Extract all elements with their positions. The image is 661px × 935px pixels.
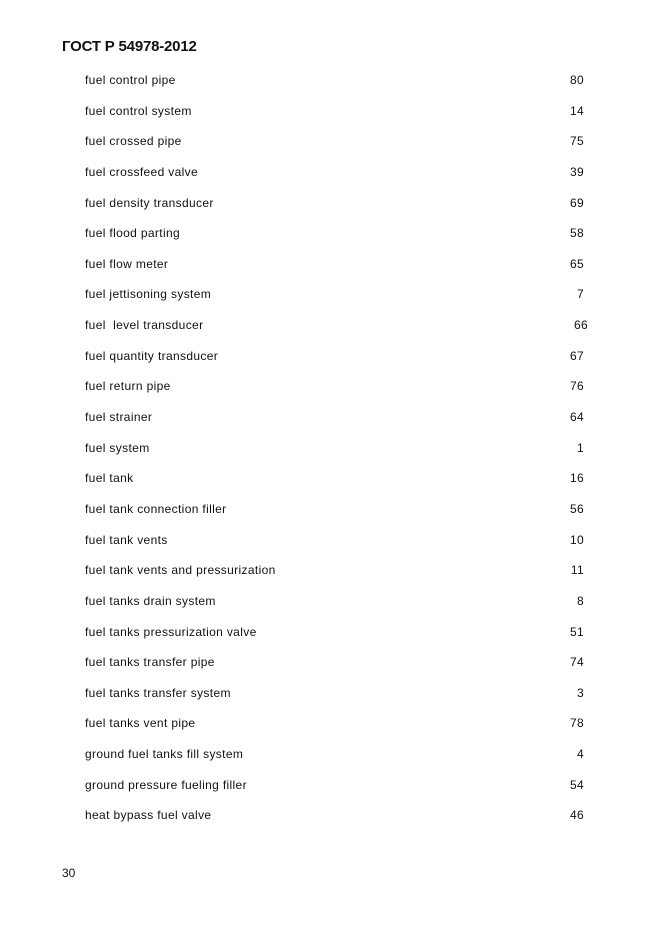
index-number: 67	[569, 348, 584, 363]
index-number: 58	[569, 226, 584, 241]
index-term: fuel tanks transfer system	[85, 685, 231, 700]
index-term: fuel return pipe	[85, 379, 171, 394]
document-header: ГОСТ Р 54978-2012	[62, 38, 197, 55]
index-number: 11	[570, 563, 584, 578]
index-entry	[85, 254, 605, 285]
index-number: 65	[569, 256, 584, 271]
index-number: 4	[576, 747, 584, 762]
index-term: ground pressure fueling filler	[85, 777, 247, 792]
index-number: 75	[569, 134, 584, 149]
index-number: 56	[569, 501, 584, 516]
index-entry	[85, 805, 605, 836]
index-entry	[85, 407, 605, 438]
index-number: 76	[569, 379, 584, 394]
index-term: fuel quantity transducer	[85, 348, 219, 363]
index-entry	[85, 560, 605, 591]
index-term: fuel flow meter	[85, 256, 169, 271]
index-term: fuel tanks vent pipe	[85, 716, 196, 731]
index-term: heat bypass fuel valve	[85, 808, 212, 823]
index-term: fuel crossfeed valve	[85, 164, 199, 179]
index-entry	[85, 530, 605, 561]
index-entry	[85, 744, 605, 775]
index-number: 66	[573, 318, 588, 333]
index-number: 46	[569, 808, 584, 823]
index-number: 69	[569, 195, 584, 210]
index-number: 74	[569, 655, 584, 670]
index-entry	[85, 683, 605, 714]
index-term: fuel tanks pressurization valve	[85, 624, 257, 639]
index-term: fuel control pipe	[85, 73, 176, 87]
index-entry	[85, 223, 605, 254]
index-entry	[85, 438, 605, 469]
index-entry	[85, 622, 605, 653]
index-entry	[85, 713, 605, 744]
index-term: fuel tank	[85, 471, 134, 486]
index-term: fuel tank vents	[85, 532, 168, 547]
index-term: fuel crossed pipe	[85, 134, 182, 149]
index-term: fuel level transducer	[85, 318, 204, 333]
index-number: 14	[569, 103, 584, 118]
index-entry	[85, 652, 605, 683]
index-term: fuel tank vents and pressurization	[85, 563, 276, 578]
index-number: 64	[569, 410, 584, 425]
index-entry	[85, 376, 605, 407]
index-term: fuel tanks drain system	[85, 593, 216, 608]
index-entry	[85, 162, 605, 193]
index-entry	[85, 775, 605, 806]
index-entry	[85, 315, 605, 346]
index-number: 7	[576, 287, 584, 302]
index-number: 51	[569, 624, 584, 639]
index-number: 8	[576, 593, 584, 608]
index-entry	[85, 284, 605, 315]
index-term: fuel density transducer	[85, 195, 214, 210]
index-entry	[85, 101, 605, 132]
page-number: 30	[62, 866, 76, 880]
index-entry	[85, 70, 605, 101]
index-entry	[85, 499, 605, 530]
index-number: 80	[569, 73, 584, 87]
index-term: fuel control system	[85, 103, 192, 118]
index-term: fuel tanks transfer pipe	[85, 655, 215, 670]
index-entry	[85, 468, 605, 499]
index-number: 16	[569, 471, 584, 486]
index-number: 39	[569, 164, 584, 179]
index-term: fuel strainer	[85, 410, 153, 425]
index-term: ground fuel tanks fill system	[85, 747, 244, 762]
index-entry	[85, 591, 605, 622]
index-term: fuel tank connection filler	[85, 501, 227, 516]
index-number: 10	[569, 532, 584, 547]
index-term: fuel flood parting	[85, 226, 181, 241]
index-entry	[85, 131, 605, 162]
index-number: 3	[576, 685, 584, 700]
index-number: 54	[569, 777, 584, 792]
index-term: fuel jettisoning system	[85, 287, 212, 302]
index-number: 1	[576, 440, 584, 455]
index-entry	[85, 193, 605, 224]
index-term: fuel system	[85, 440, 150, 455]
term-index-list	[85, 70, 605, 836]
index-number: 78	[569, 716, 584, 731]
index-entry	[85, 346, 605, 377]
